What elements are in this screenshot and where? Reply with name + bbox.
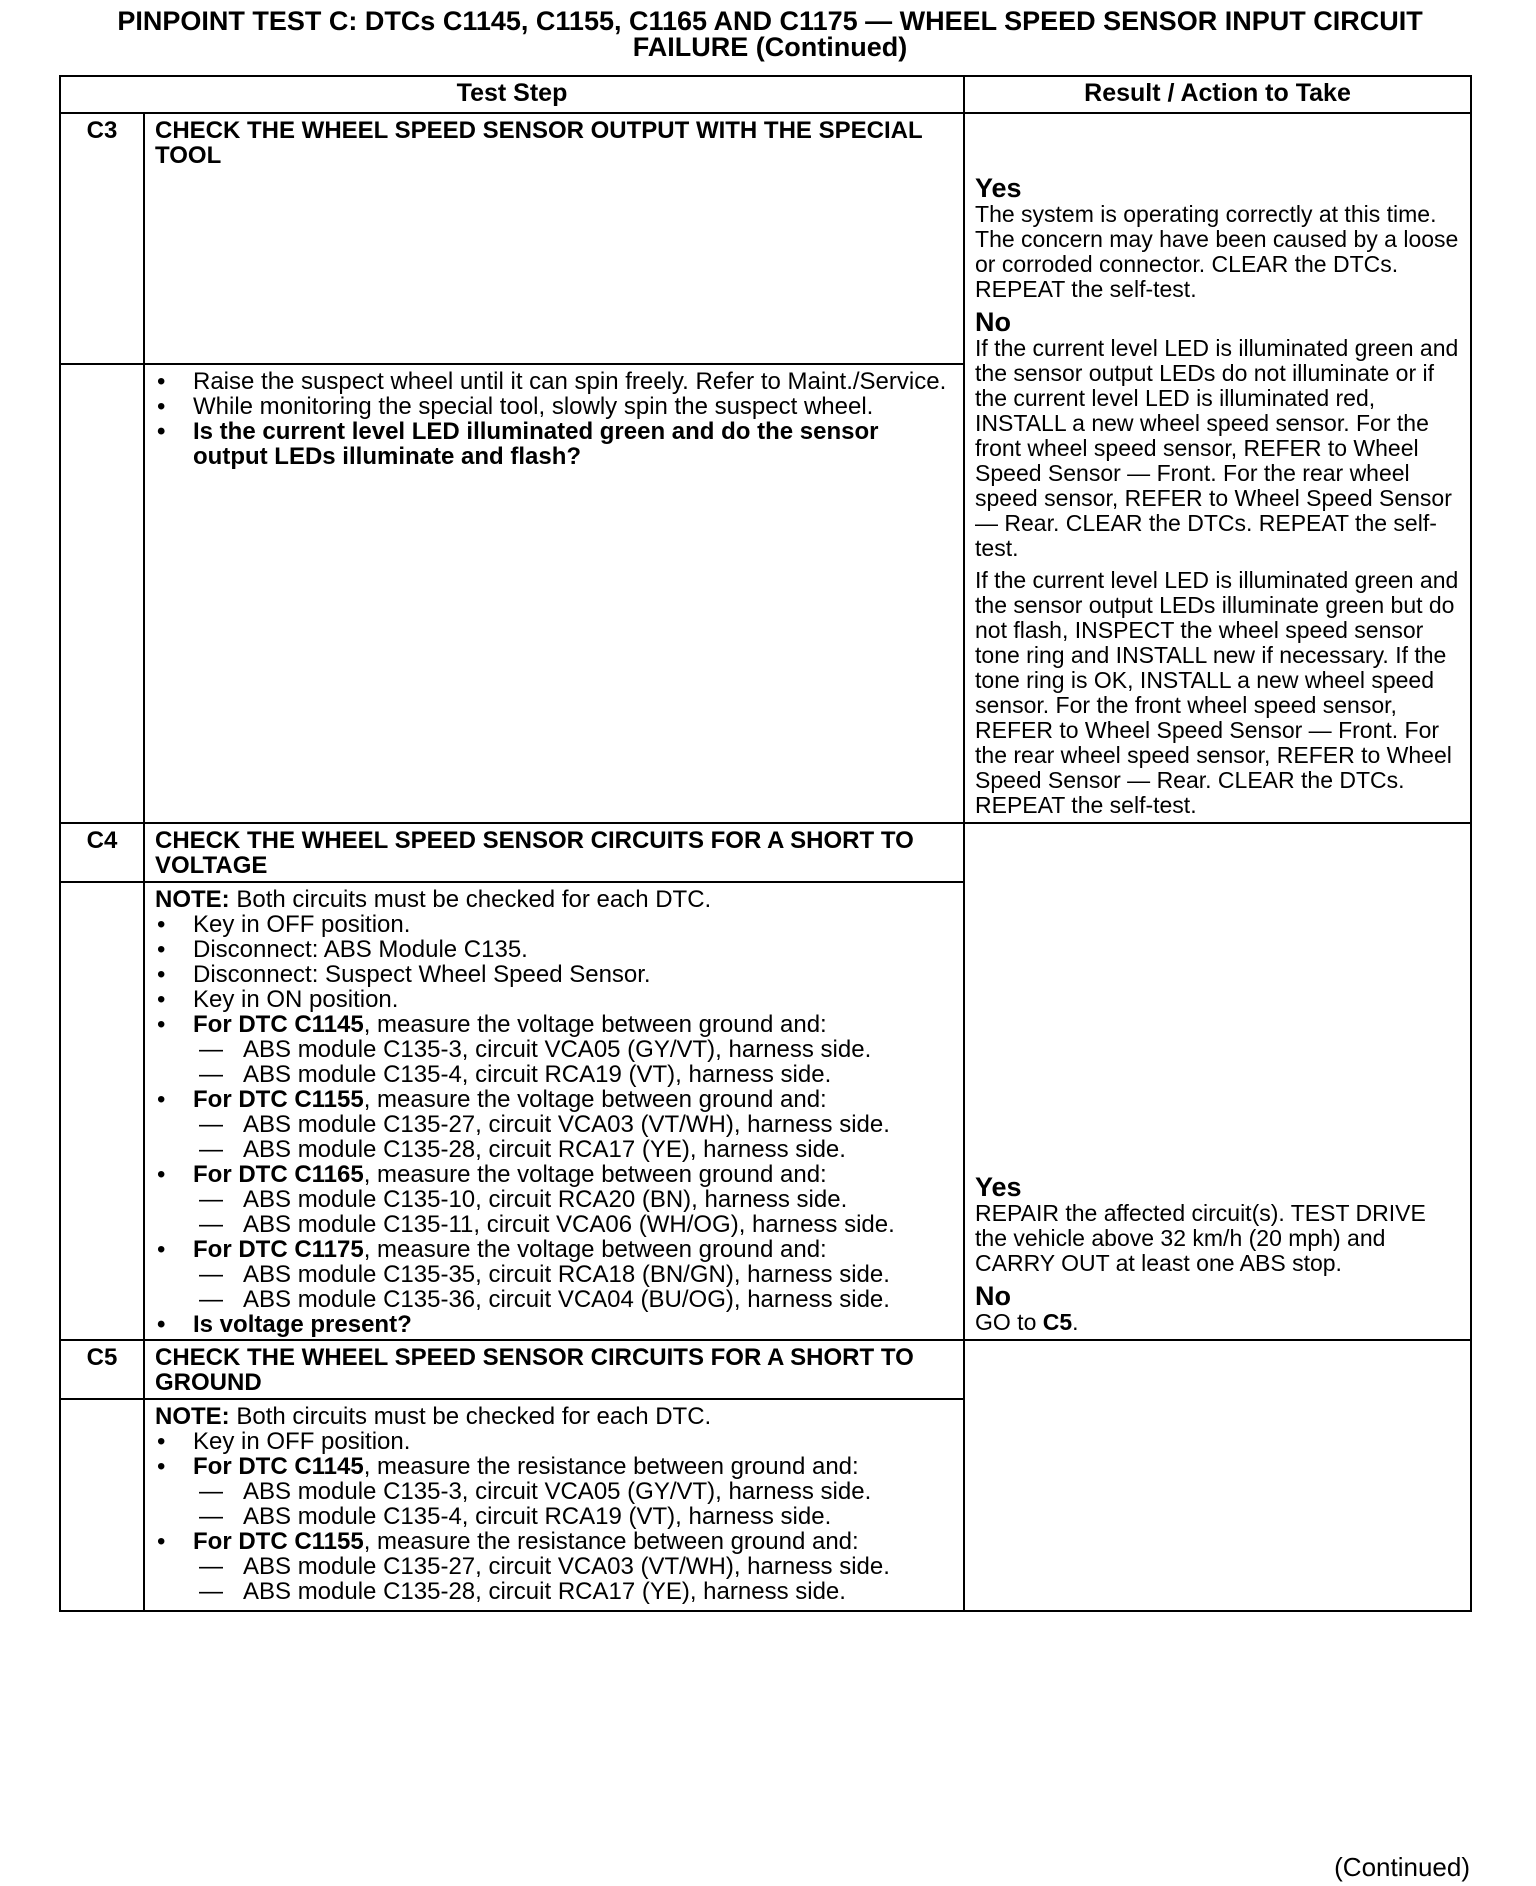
sub-list-item: — ABS module C135-28, circuit RCA17 (YE), harness side. (155, 1137, 955, 1162)
list-item: • Is the current level LED illuminated green and do the sensor output LEDs illuminate and flash? (155, 419, 955, 469)
list-item (155, 1162, 955, 1187)
no-text: If the current level LED is illuminated green and the sensor output LEDs illuminate green but do not flash, INSPECT the wheel speed sensor tone ring and INSTALL new if necessary. If the tone ring is OK, INSTALL a new wheel speed sensor. For the front wheel speed sensor, REFER to Wheel Speed Sensor — Front. For the rear wheel speed sensor, REFER to Wheel Speed Sensor — Rear. CLEAR the DTCs. REPEAT the self-test. (975, 567, 1459, 818)
pinpoint-test-table (59, 75, 1472, 1612)
sub-list-item: — ABS module C135-36, circuit VCA04 (BU/OG), harness side. (155, 1287, 955, 1312)
step-id-spacer (60, 882, 144, 1340)
step-c4-result (964, 823, 1471, 1340)
step-id: C3 (60, 113, 144, 364)
step-title: CHECK THE WHEEL SPEED SENSOR CIRCUITS FOR A SHORT TO GROUND (144, 1340, 964, 1399)
step-id-spacer (60, 1399, 144, 1611)
list-item: • Is voltage present? (155, 1312, 955, 1337)
no-suffix: . (1072, 1309, 1079, 1335)
note (155, 1404, 955, 1429)
sub-list-item: — ABS module C135-11, circuit VCA06 (WH/OG), harness side. (155, 1212, 955, 1237)
sub-list-item: — ABS module C135-3, circuit VCA05 (GY/VT), harness side. (155, 1037, 955, 1062)
sub-list-item: — ABS module C135-35, circuit RCA18 (BN/GN), harness side. (155, 1262, 955, 1287)
list-item: • Key in OFF position. (155, 1429, 955, 1454)
dtc-instruction: , measure the resistance between ground and: (363, 1453, 859, 1480)
step-id: C4 (60, 823, 144, 882)
dtc-instruction: , measure the resistance between ground and: (363, 1528, 859, 1555)
continued-footer: (Continued) (1334, 1852, 1470, 1882)
dtc-label: For DTC C1155 (193, 1086, 364, 1113)
dtc-label: For DTC C1165 (193, 1161, 364, 1188)
step-id-spacer (60, 364, 144, 823)
step-c3-title-row (60, 113, 1471, 364)
note-text: Both circuits must be checked for each DTC. (229, 1403, 712, 1430)
dtc-instruction: , measure the voltage between ground and: (363, 1161, 827, 1188)
note-text: Both circuits must be checked for each DTC. (229, 886, 712, 913)
step-c4-title-row (60, 823, 1471, 882)
list-item (155, 1012, 955, 1037)
step-id: C5 (60, 1340, 144, 1399)
yes-text: REPAIR the affected circuit(s). TEST DRIVE the vehicle above 32 km/h (20 mph) and CARRY OUT at least one ABS stop. (975, 1200, 1426, 1276)
yes-text: The system is operating correctly at this time. The concern may have been caused by a loose or corroded connector. CLEAR the DTCs. REPEAT the self-test. (975, 201, 1459, 302)
list-item: • While monitoring the special tool, slowly spin the suspect wheel. (155, 394, 955, 419)
list-item: • Key in OFF position. (155, 912, 955, 937)
no-label: No (975, 1281, 1012, 1311)
step-c3-body (144, 364, 964, 823)
sub-list-item: — ABS module C135-27, circuit VCA03 (VT/WH), harness side. (155, 1112, 955, 1137)
yes-label: Yes (975, 1172, 1022, 1202)
sub-list-item: — ABS module C135-27, circuit VCA03 (VT/WH), harness side. (155, 1554, 955, 1579)
note-label: NOTE: (155, 1403, 230, 1430)
yes-label: Yes (975, 173, 1022, 203)
sub-list-item: — ABS module C135-4, circuit RCA19 (VT), harness side. (155, 1062, 955, 1087)
no-label: No (975, 307, 1012, 337)
list-item (155, 1454, 955, 1479)
step-c5-title-row (60, 1340, 1471, 1399)
dtc-instruction: , measure the voltage between ground and: (363, 1236, 827, 1263)
dtc-label: For DTC C1155 (193, 1528, 364, 1555)
list-item: • Disconnect: ABS Module C135. (155, 937, 955, 962)
note-label: NOTE: (155, 886, 230, 913)
sub-list-item: — ABS module C135-3, circuit VCA05 (GY/VT), harness side. (155, 1479, 955, 1504)
dtc-label: For DTC C1175 (193, 1236, 364, 1263)
dtc-label: For DTC C1145 (193, 1011, 364, 1038)
no-prefix: GO to (975, 1309, 1043, 1335)
list-item: • Disconnect: Suspect Wheel Speed Sensor. (155, 962, 955, 987)
header-result-action: Result / Action to Take (964, 76, 1471, 113)
no-text: If the current level LED is illuminated green and the sensor output LEDs do not illuminate or if the current level LED is illuminated red, INSTALL a new wheel speed sensor. For the front wheel speed sensor, REFER to Wheel Speed Sensor — Front. For the rear wheel speed sensor, REFER to Wheel Speed Sensor — Rear. CLEAR the DTCs. REPEAT the self-test. (975, 335, 1459, 561)
step-c5-body (144, 1399, 964, 1611)
list-item (155, 1087, 955, 1112)
step-c5-result (964, 1340, 1471, 1611)
list-item (155, 1529, 955, 1554)
table-header-row (60, 76, 1471, 113)
dtc-instruction: , measure the voltage between ground and: (363, 1086, 827, 1113)
list-item: • Key in ON position. (155, 987, 955, 1012)
dtc-label: For DTC C1145 (193, 1453, 364, 1480)
note (155, 887, 955, 912)
step-c3-result (964, 113, 1471, 823)
header-test-step: Test Step (60, 76, 964, 113)
step-title: CHECK THE WHEEL SPEED SENSOR CIRCUITS FOR A SHORT TO VOLTAGE (144, 823, 964, 882)
goto-step-link[interactable]: C5 (1042, 1309, 1073, 1335)
sub-list-item: — ABS module C135-28, circuit RCA17 (YE), harness side. (155, 1579, 955, 1604)
list-item: • Raise the suspect wheel until it can spin freely. Refer to Maint./Service. (155, 369, 955, 394)
step-c4-body (144, 882, 964, 1340)
sub-list-item: — ABS module C135-4, circuit RCA19 (VT), harness side. (155, 1504, 955, 1529)
no-text (975, 1310, 1462, 1335)
sub-list-item: — ABS module C135-10, circuit RCA20 (BN), harness side. (155, 1187, 955, 1212)
list-item (155, 1237, 955, 1262)
step-title: CHECK THE WHEEL SPEED SENSOR OUTPUT WITH THE SPECIAL TOOL (144, 113, 964, 364)
dtc-instruction: , measure the voltage between ground and: (363, 1011, 827, 1038)
page-title: PINPOINT TEST C: DTCs C1145, C1155, C1165 AND C1175 — WHEEL SPEED SENSOR INPUT CIRCUIT FAILURE (Continued) (117, 6, 1423, 62)
